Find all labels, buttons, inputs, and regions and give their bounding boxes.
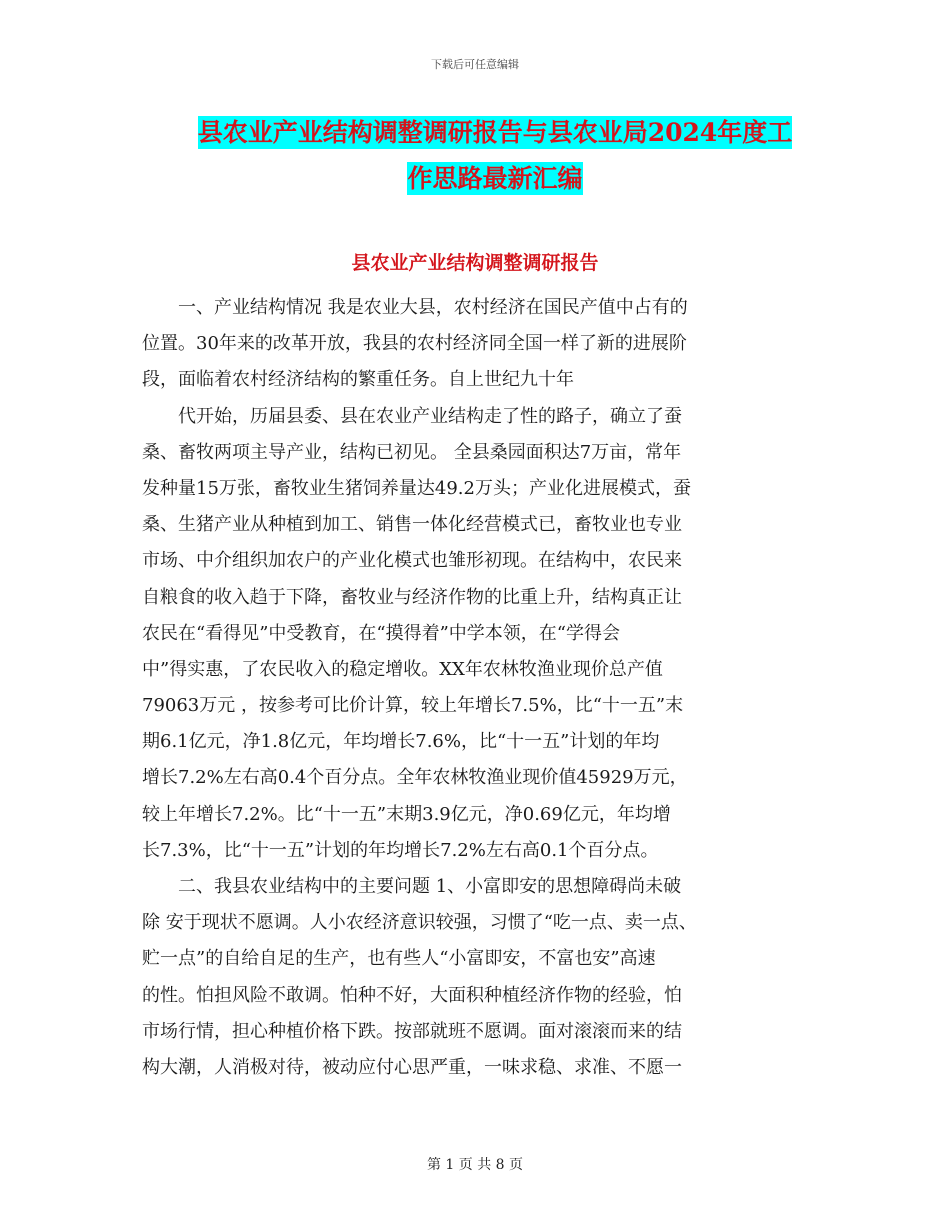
header-note: 下载后可任意编辑 — [431, 58, 519, 71]
body-line: 农民在“看得见”中受教育，在“摸得着”中学本领，在“学得会 — [142, 622, 621, 644]
body-line: 市场行情，担心种植价格下跌。按部就班不愿调。面对滚滚而来的结 — [142, 1020, 682, 1042]
body-line: 发种量15万张，畜牧业生猪饲养量达49.2万头；产业化进展模式，蚕 — [142, 477, 691, 499]
body-line: 除 安于现状不愿调。人小农经济意识较强，习惯了“吃一点、卖一点、 — [142, 912, 697, 934]
body-line: 长7.3%，比“十一五”计划的年均增长7.2%左右高0.1个百分点。 — [142, 839, 659, 861]
body-line: 构大潮，人消极对待，被动应付心思严重，一味求稳、求准、不愿一 — [142, 1056, 682, 1078]
body-line: 的性。怕担风险不敢调。怕种不好，大面积种植经济作物的经验，怕 — [142, 984, 682, 1006]
section-title: 县农业产业结构调整调研报告 — [351, 252, 599, 274]
body-line: 位置。30年来的改革开放，我县的农村经济同全国一样了新的进展阶 — [142, 333, 687, 355]
body-line: 桑、生猪产业从种植到加工、销售一体化经营模式已，畜牧业也专业 — [142, 514, 682, 536]
body-line: 桑、畜牧两项主导产业，结构已初见。 全县桑园面积达7万亩，常年 — [142, 441, 682, 463]
document-title-line-1: 县农业产业结构调整调研报告与县农业局2024年度工 — [197, 118, 793, 147]
body-line: 贮一点”的自给自足的生产，也有些人“小富即安，不富也安”高速 — [142, 948, 656, 970]
body-text — [142, 290, 814, 1086]
body-line: 增长7.2%左右高0.4个百分点。全年农林牧渔业现价值45929万元， — [142, 767, 688, 789]
body-line: 较上年增长7.2%。比“十一五”末期3.9亿元，净0.69亿元，年均增 — [142, 803, 671, 825]
body-line: 自粮食的收入趋于下降，畜牧业与经济作物的比重上升，结构真正让 — [142, 586, 682, 608]
body-line: 一、产业结构情况 我是农业大县，农村经济在国民产值中占有的 — [178, 297, 688, 318]
document-title — [150, 110, 840, 202]
body-line: 市场、中介组织加农户的产业化模式也雏形初现。在结构中，农民来 — [142, 550, 682, 572]
body-line: 期6.1亿元，净1.8亿元，年均增长7.6%，比“十一五”计划的年均 — [142, 731, 660, 753]
body-line: 段，面临着农村经济结构的繁重任务。自上世纪九十年 — [142, 369, 574, 391]
body-line: 中”得实惠，了农民收入的稳定增收。XX年农林牧渔业现价总产值 — [142, 658, 663, 680]
body-line: 79063万元 ，按参考可比价计算，较上年增长7.5%，比“十一五”末 — [142, 695, 684, 717]
body-line: 二、我县农业结构中的主要问题 1、小富即安的思想障碍尚未破 — [178, 876, 682, 897]
document-title-line-2: 作思路最新汇编 — [407, 164, 583, 193]
body-line: 代开始，历届县委、县在农业产业结构走了性的路子，确立了蚕 — [178, 405, 682, 427]
page-number-footer: 第 1 页 共 8 页 — [426, 1157, 524, 1173]
